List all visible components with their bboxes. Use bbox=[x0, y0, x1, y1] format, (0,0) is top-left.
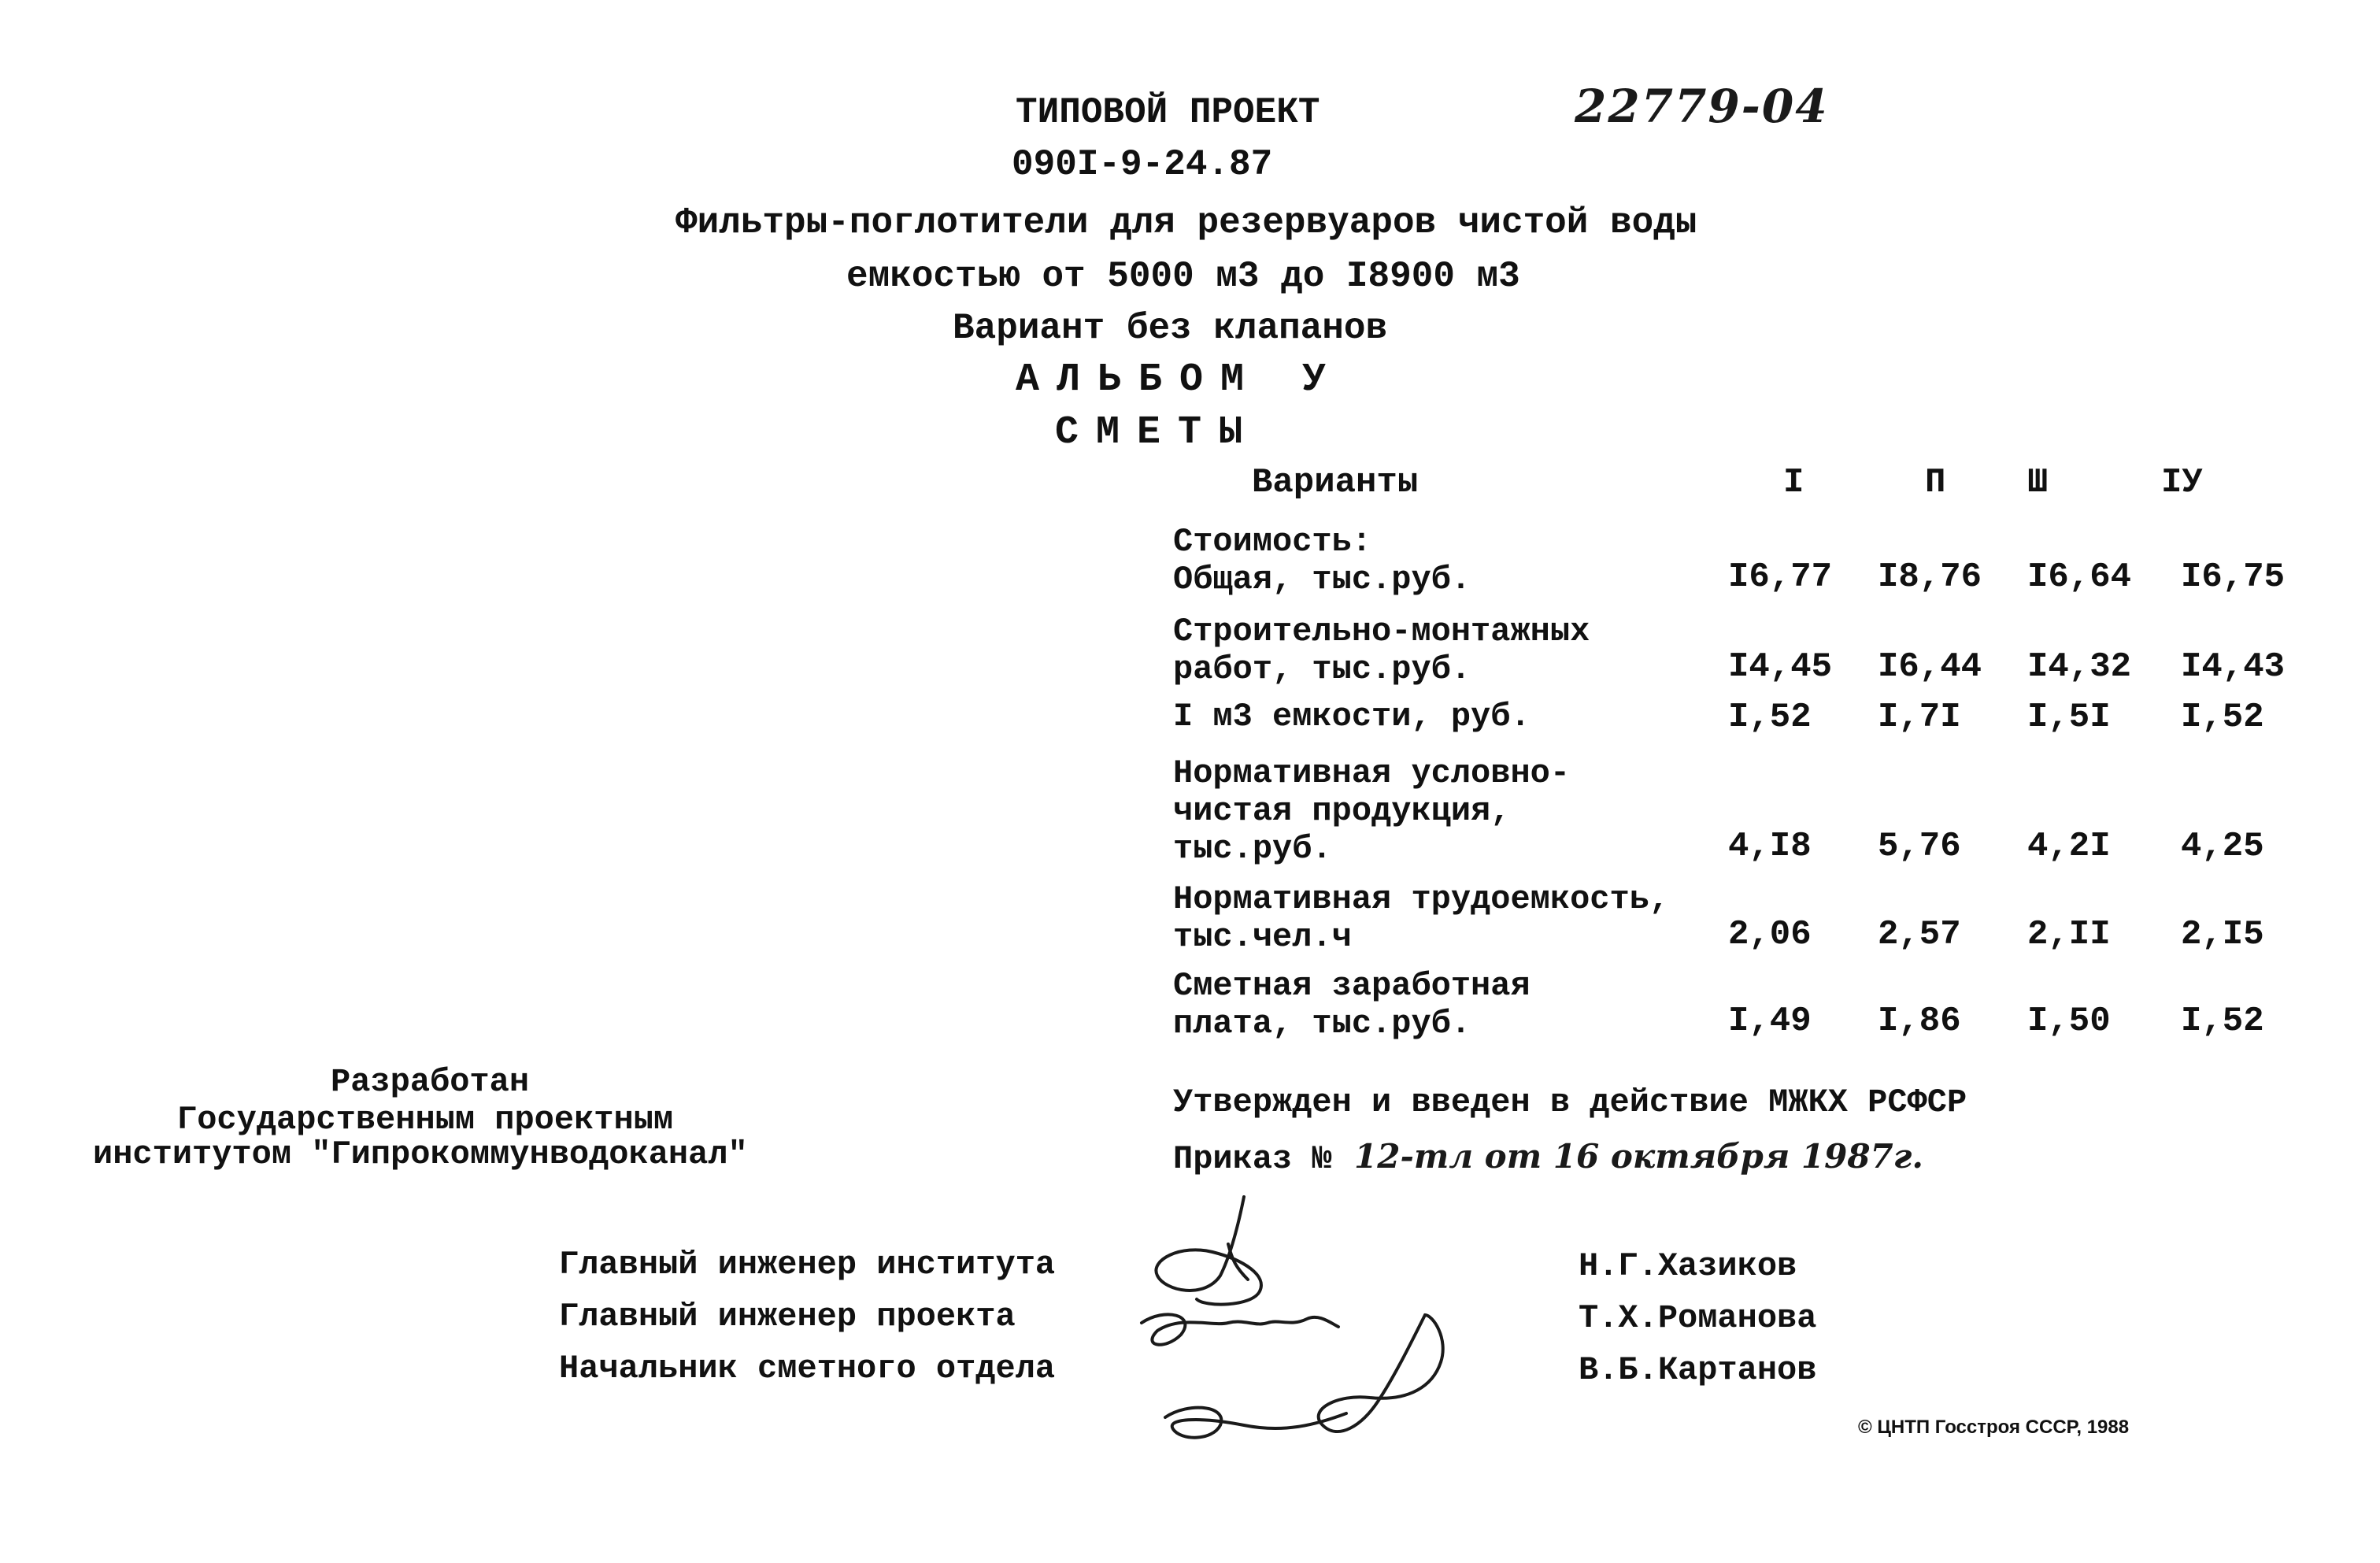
cell-value: I,52 bbox=[2181, 1002, 2264, 1041]
cell-value: I8,76 bbox=[1878, 557, 1982, 597]
cell-value: I4,45 bbox=[1728, 647, 1833, 687]
cell-value: 4,25 bbox=[2181, 827, 2264, 866]
order-prefix: Приказ № bbox=[1173, 1140, 1332, 1178]
row-label: Сметная заработная плата, тыс.руб. bbox=[1173, 967, 1531, 1043]
album-label: АЛЬБОМ У bbox=[1016, 357, 1344, 402]
column-header: Ш bbox=[2027, 463, 2049, 502]
signature-stroke bbox=[1142, 1314, 1338, 1344]
signatures-graphic bbox=[1110, 1189, 1519, 1472]
developer-line2: Государственным проектным bbox=[177, 1101, 674, 1139]
row-label: Стоимость: Общая, тыс.руб. bbox=[1173, 523, 1471, 598]
row-label: I м3 емкости, руб. bbox=[1173, 698, 1531, 735]
copyright-note: © ЦНТП Госстроя СССР, 1988 bbox=[1858, 1417, 2130, 1438]
cell-value: 5,76 bbox=[1878, 827, 1961, 866]
developer-line3: институтом "Гипрокоммунводоканал" bbox=[93, 1135, 748, 1173]
cell-value: 2,06 bbox=[1728, 915, 1812, 954]
description-line1: Фильтры-поглотители для резервуаров чистой воды bbox=[676, 202, 1697, 243]
row-label: Строительно-монтажных работ, тыс.руб. bbox=[1173, 613, 1590, 688]
column-header: П bbox=[1925, 463, 1946, 502]
signatory-role: Главный инженер проекта bbox=[559, 1298, 1016, 1335]
cell-value: 2,57 bbox=[1878, 915, 1961, 954]
cell-value: I6,77 bbox=[1728, 557, 1833, 597]
cell-value: I,5I bbox=[2027, 698, 2111, 737]
section-label: СМЕТЫ bbox=[1055, 410, 1260, 455]
variants-header: Варианты bbox=[1252, 463, 1419, 502]
approval-line: Утвержден и введен в действие МЖКХ РСФСР bbox=[1173, 1083, 1967, 1121]
signatory-name: В.Б.Картанов bbox=[1579, 1351, 1817, 1389]
cell-value: I,52 bbox=[1728, 698, 1812, 737]
cell-value: I6,64 bbox=[2027, 557, 2132, 597]
variant-label: Вариант без клапанов bbox=[953, 308, 1388, 349]
signature-stroke bbox=[1319, 1315, 1443, 1432]
cell-value: 4,2I bbox=[2027, 827, 2111, 866]
cell-value: I,49 bbox=[1728, 1002, 1812, 1041]
cell-value: I,50 bbox=[2027, 1002, 2111, 1041]
document-title: ТИПОВОЙ ПРОЕКТ bbox=[1016, 92, 1320, 133]
signatory-name: Н.Г.Хазиков bbox=[1579, 1247, 1797, 1285]
handwritten-code: 22779-04 bbox=[1575, 80, 1829, 133]
description-line2: емкостью от 5000 м3 до I8900 м3 bbox=[846, 256, 1520, 297]
cell-value: I,7I bbox=[1878, 698, 1961, 737]
row-label: Нормативная трудоемкость, тыс.чел.ч bbox=[1173, 880, 1670, 956]
cell-value: 4,I8 bbox=[1728, 827, 1812, 866]
column-header: IУ bbox=[2161, 463, 2203, 502]
cell-value: I6,44 bbox=[1878, 647, 1982, 687]
project-number: 090I-9-24.87 bbox=[1012, 144, 1273, 185]
developer-line1: Разработан bbox=[331, 1063, 530, 1101]
column-header: I bbox=[1783, 463, 1804, 502]
signatory-role: Главный инженер института bbox=[559, 1246, 1056, 1283]
cell-value: 2,II bbox=[2027, 915, 2111, 954]
cell-value: I4,43 bbox=[2181, 647, 2286, 687]
signature-stroke bbox=[1156, 1197, 1260, 1305]
cell-value: 2,I5 bbox=[2181, 915, 2264, 954]
signatory-name: Т.Х.Романова bbox=[1579, 1299, 1817, 1337]
cell-value: I4,32 bbox=[2027, 647, 2132, 687]
order-handwritten: 12-тл от 16 октября 1987г. bbox=[1354, 1137, 1924, 1176]
cell-value: I,86 bbox=[1878, 1002, 1961, 1041]
row-label: Нормативная условно- чистая продукция, тыс.руб. bbox=[1173, 754, 1571, 868]
cell-value: I,52 bbox=[2181, 698, 2264, 737]
cell-value: I6,75 bbox=[2181, 557, 2286, 597]
signatory-role: Начальник сметного отдела bbox=[559, 1350, 1056, 1387]
